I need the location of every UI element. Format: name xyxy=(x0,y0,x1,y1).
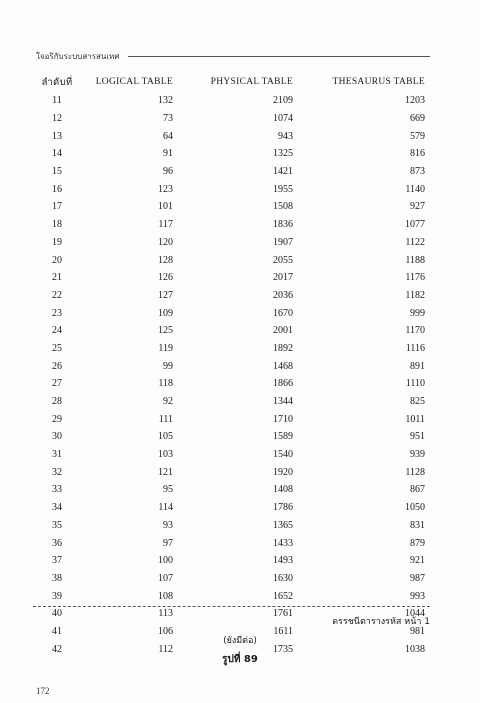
table-row xyxy=(33,251,425,269)
cell-physical: 1920 xyxy=(273,466,293,478)
cell-logical: 125 xyxy=(158,325,173,337)
cell-physical: 1325 xyxy=(273,148,293,160)
cell-thesaurus: 879 xyxy=(410,537,425,549)
table-row xyxy=(33,428,425,446)
cell-seq: 26 xyxy=(52,360,62,372)
cell-logical: 96 xyxy=(163,166,173,178)
cell-thesaurus: 867 xyxy=(410,484,425,496)
cell-seq: 13 xyxy=(52,130,62,142)
table-row xyxy=(33,393,425,411)
cell-thesaurus: 1182 xyxy=(405,289,425,301)
cell-seq: 16 xyxy=(52,183,62,195)
cell-logical: 99 xyxy=(163,360,173,372)
cell-thesaurus: 825 xyxy=(410,396,425,408)
cell-thesaurus: 1044 xyxy=(405,608,425,620)
table-row xyxy=(33,234,425,252)
header-logical-table: LOGICAL TABLE xyxy=(95,77,173,87)
cell-physical: 1955 xyxy=(273,183,293,195)
cell-thesaurus: 993 xyxy=(410,590,425,602)
cell-logical: 106 xyxy=(158,625,173,637)
cell-logical: 109 xyxy=(158,307,173,319)
table-row xyxy=(33,534,425,552)
cell-seq: 14 xyxy=(52,148,62,160)
cell-physical: 1907 xyxy=(273,236,293,248)
page-number: 172 xyxy=(36,686,50,696)
table-row xyxy=(33,92,425,110)
cell-seq: 23 xyxy=(52,307,62,319)
cell-logical: 127 xyxy=(158,289,173,301)
cell-seq: 27 xyxy=(52,378,62,390)
cell-thesaurus: 891 xyxy=(410,360,425,372)
cell-seq: 35 xyxy=(52,519,62,531)
table-row xyxy=(33,517,425,535)
header-rule xyxy=(128,56,430,57)
running-head: ใจอริกับระบบสารสนเทศ xyxy=(36,52,120,61)
table-row xyxy=(33,198,425,216)
cell-logical: 111 xyxy=(158,413,173,425)
cell-thesaurus: 1011 xyxy=(405,413,425,425)
table-row xyxy=(33,110,425,128)
cell-thesaurus: 987 xyxy=(410,572,425,584)
cell-seq: 34 xyxy=(52,502,62,514)
cell-seq: 38 xyxy=(52,572,62,584)
cell-logical: 103 xyxy=(158,449,173,461)
cell-seq: 12 xyxy=(52,113,62,125)
cell-physical: 943 xyxy=(278,130,293,142)
data-table xyxy=(33,72,425,658)
cell-seq: 15 xyxy=(52,166,62,178)
cell-logical: 112 xyxy=(158,643,173,655)
cell-logical: 107 xyxy=(158,572,173,584)
cell-logical: 119 xyxy=(158,342,173,354)
cell-thesaurus: 1122 xyxy=(405,236,425,248)
cell-seq: 30 xyxy=(52,431,62,443)
cell-logical: 128 xyxy=(158,254,173,266)
cell-physical: 1611 xyxy=(273,625,293,637)
cell-logical: 126 xyxy=(158,272,173,284)
cell-physical: 1433 xyxy=(273,537,293,549)
cell-physical: 2109 xyxy=(273,95,293,107)
cell-thesaurus: 981 xyxy=(410,625,425,637)
cell-seq: 22 xyxy=(52,289,62,301)
table-row xyxy=(33,499,425,517)
cell-logical: 101 xyxy=(158,201,173,213)
cell-physical: 1670 xyxy=(273,307,293,319)
table-row xyxy=(33,145,425,163)
cell-logical: 100 xyxy=(158,555,173,567)
cell-logical: 114 xyxy=(158,502,173,514)
table-row xyxy=(33,446,425,464)
table-row xyxy=(33,570,425,588)
cell-physical: 2017 xyxy=(273,272,293,284)
cell-physical: 1761 xyxy=(273,608,293,620)
cell-seq: 17 xyxy=(52,201,62,213)
cell-thesaurus: 1077 xyxy=(405,219,425,231)
cell-physical: 1540 xyxy=(273,449,293,461)
table-row xyxy=(33,587,425,605)
cell-logical: 105 xyxy=(158,431,173,443)
table-row xyxy=(33,552,425,570)
cell-seq: 39 xyxy=(52,590,62,602)
cell-logical: 132 xyxy=(158,95,173,107)
cell-thesaurus: 1176 xyxy=(405,272,425,284)
cell-thesaurus: 921 xyxy=(410,555,425,567)
cell-physical: 1508 xyxy=(273,201,293,213)
table-row xyxy=(33,340,425,358)
cell-physical: 1074 xyxy=(273,113,293,125)
table-row xyxy=(33,287,425,305)
cell-thesaurus: 1203 xyxy=(405,95,425,107)
header-seq: ลำดับที่ xyxy=(41,76,73,88)
cell-logical: 64 xyxy=(163,130,173,142)
cell-thesaurus: 999 xyxy=(410,307,425,319)
cell-seq: 42 xyxy=(52,643,62,655)
cell-physical: 1421 xyxy=(273,166,293,178)
cell-thesaurus: 1188 xyxy=(405,254,425,266)
cell-logical: 118 xyxy=(158,378,173,390)
cell-thesaurus: 1050 xyxy=(405,502,425,514)
cell-seq: 29 xyxy=(52,413,62,425)
cell-thesaurus: 873 xyxy=(410,166,425,178)
cell-logical: 73 xyxy=(163,113,173,125)
cell-thesaurus: 579 xyxy=(410,130,425,142)
cell-logical: 113 xyxy=(158,608,173,620)
table-row xyxy=(33,304,425,322)
cell-seq: 36 xyxy=(52,537,62,549)
cell-seq: 20 xyxy=(52,254,62,266)
cell-physical: 1493 xyxy=(273,555,293,567)
table-row xyxy=(33,481,425,499)
cell-seq: 25 xyxy=(52,342,62,354)
table-row xyxy=(33,322,425,340)
cell-thesaurus: 831 xyxy=(410,519,425,531)
cell-thesaurus: 939 xyxy=(410,449,425,461)
cell-thesaurus: 1128 xyxy=(405,466,425,478)
table-row xyxy=(33,375,425,393)
table-header-row xyxy=(33,72,425,92)
cell-physical: 1408 xyxy=(273,484,293,496)
cell-physical: 1892 xyxy=(273,342,293,354)
cell-thesaurus: 1170 xyxy=(405,325,425,337)
cell-physical: 1652 xyxy=(273,590,293,602)
footer-rule xyxy=(33,606,430,607)
continued-note: (ยังมีต่อ) xyxy=(223,636,257,646)
table-body xyxy=(33,92,425,658)
cell-seq: 24 xyxy=(52,325,62,337)
cell-physical: 2055 xyxy=(273,254,293,266)
table-row xyxy=(33,216,425,234)
table-row xyxy=(33,410,425,428)
cell-logical: 117 xyxy=(158,219,173,231)
figure-label: รูปที่ 89 xyxy=(222,654,258,665)
table-row xyxy=(33,163,425,181)
cell-physical: 1786 xyxy=(273,502,293,514)
cell-logical: 121 xyxy=(158,466,173,478)
cell-thesaurus: 669 xyxy=(410,113,425,125)
cell-physical: 1836 xyxy=(273,219,293,231)
table-row xyxy=(33,269,425,287)
cell-thesaurus: 951 xyxy=(410,431,425,443)
table-row xyxy=(33,357,425,375)
cell-seq: 33 xyxy=(52,484,62,496)
cell-logical: 91 xyxy=(163,148,173,160)
cell-thesaurus: 1140 xyxy=(405,183,425,195)
cell-logical: 95 xyxy=(163,484,173,496)
cell-seq: 21 xyxy=(52,272,62,284)
cell-thesaurus: 927 xyxy=(410,201,425,213)
cell-seq: 32 xyxy=(52,466,62,478)
cell-physical: 1344 xyxy=(273,396,293,408)
cell-physical: 1735 xyxy=(273,643,293,655)
cell-physical: 2001 xyxy=(273,325,293,337)
cell-logical: 93 xyxy=(163,519,173,531)
table-row xyxy=(33,463,425,481)
cell-thesaurus: 1038 xyxy=(405,643,425,655)
cell-thesaurus: 1116 xyxy=(405,342,425,354)
cell-physical: 1630 xyxy=(273,572,293,584)
cell-seq: 41 xyxy=(52,625,62,637)
cell-logical: 108 xyxy=(158,590,173,602)
cell-thesaurus: 816 xyxy=(410,148,425,160)
cell-seq: 18 xyxy=(52,219,62,231)
header-thesaurus-table: THESAURUS TABLE xyxy=(332,77,425,87)
cell-seq: 28 xyxy=(52,396,62,408)
cell-seq: 11 xyxy=(52,95,62,107)
table-row xyxy=(33,180,425,198)
cell-seq: 40 xyxy=(52,608,62,620)
header-physical-table: PHYSICAL TABLE xyxy=(210,77,293,87)
cell-logical: 120 xyxy=(158,236,173,248)
cell-seq: 19 xyxy=(52,236,62,248)
cell-seq: 37 xyxy=(52,555,62,567)
cell-seq: 31 xyxy=(52,449,62,461)
cell-thesaurus: 1110 xyxy=(405,378,425,390)
cell-logical: 97 xyxy=(163,537,173,549)
cell-physical: 1468 xyxy=(273,360,293,372)
cell-logical: 123 xyxy=(158,183,173,195)
table-index-caption: ดรรชนีตารางรหัส หน้า 1 xyxy=(332,617,430,627)
table-row xyxy=(33,127,425,145)
cell-physical: 1866 xyxy=(273,378,293,390)
cell-logical: 92 xyxy=(163,396,173,408)
cell-physical: 1589 xyxy=(273,431,293,443)
cell-physical: 2036 xyxy=(273,289,293,301)
cell-physical: 1710 xyxy=(273,413,293,425)
cell-physical: 1365 xyxy=(273,519,293,531)
